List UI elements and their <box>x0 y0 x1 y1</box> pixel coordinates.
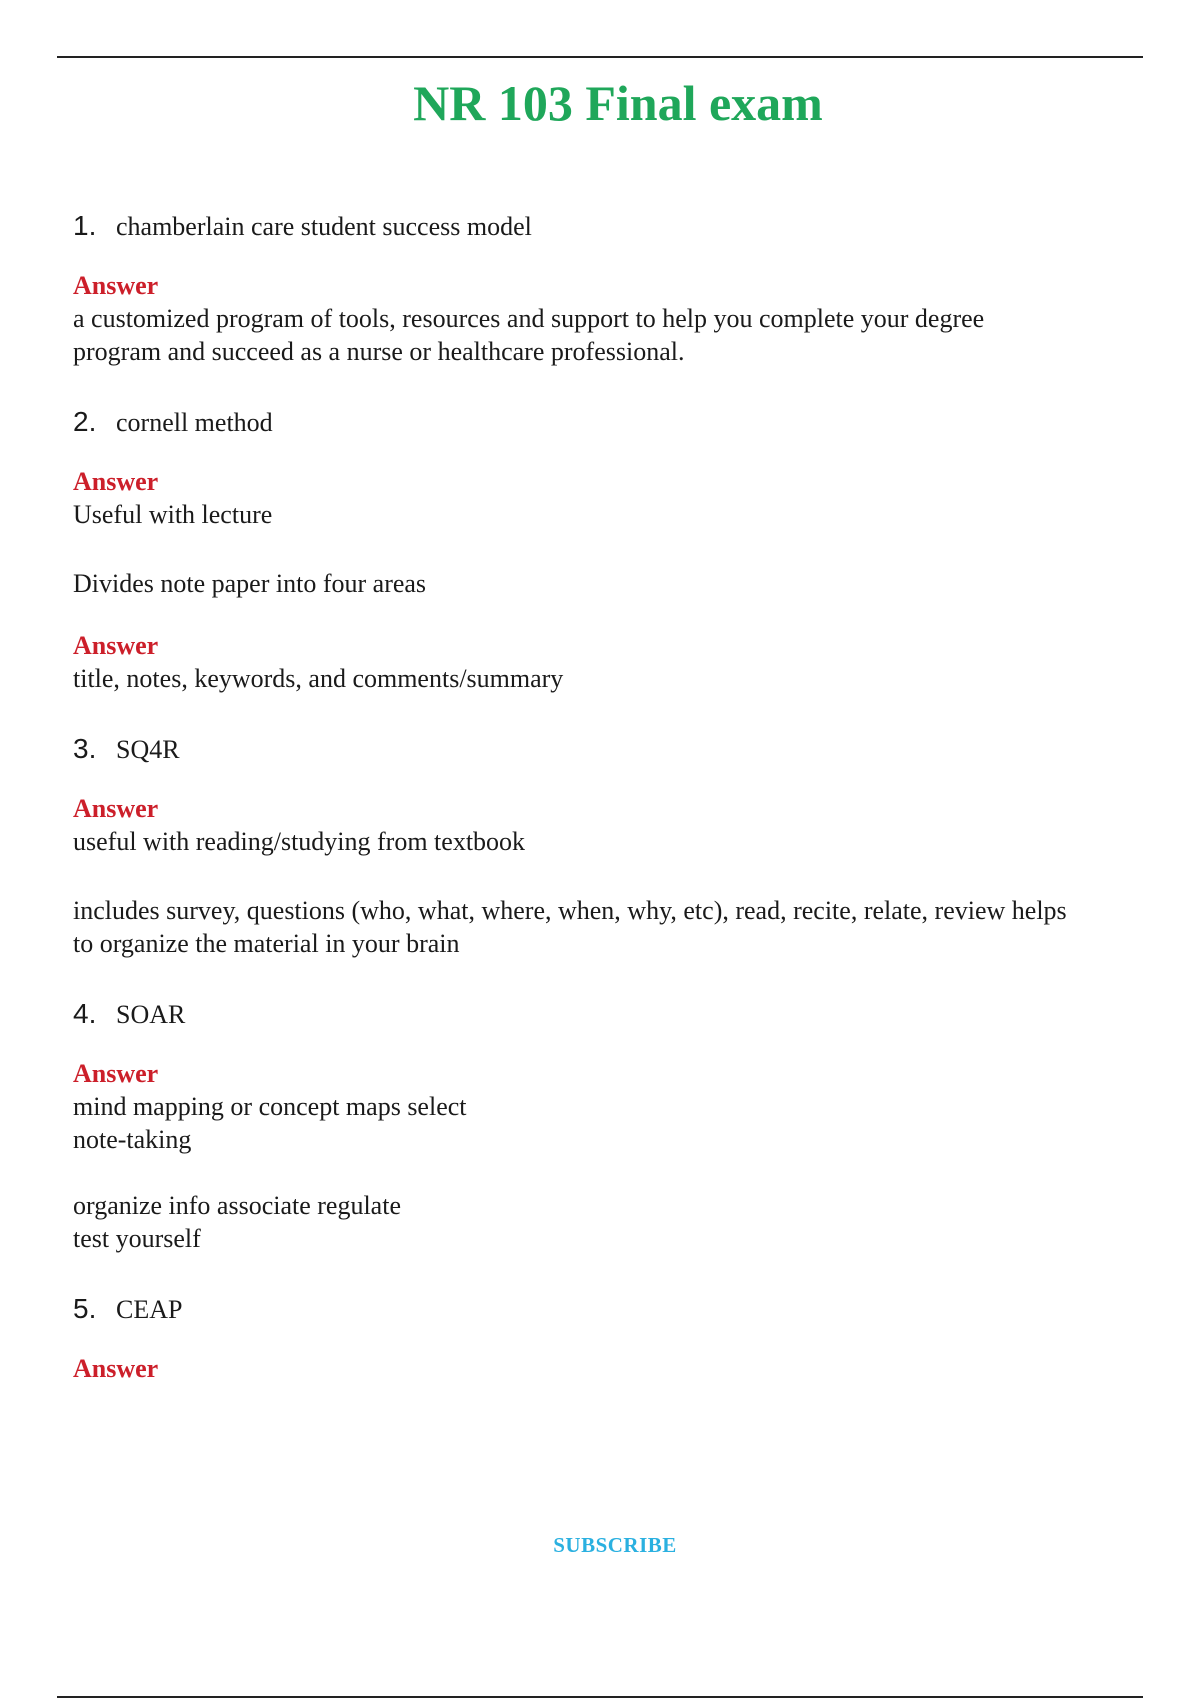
answer-line: useful with reading/studying from textbook <box>73 827 526 856</box>
answer-paragraph <box>73 302 1138 368</box>
question-block <box>73 406 1138 695</box>
question-list <box>73 210 1138 1385</box>
answer-label: Answer <box>73 467 159 496</box>
answer-label: Answer <box>73 1354 159 1383</box>
answer-paragraph <box>73 894 1138 960</box>
answer-line: Useful with lecture <box>73 500 273 529</box>
answer-label: Answer <box>73 631 159 660</box>
answer-line: title, notes, keywords, and comments/summary <box>73 664 564 693</box>
subscribe-link[interactable]: SUBSCRIBE <box>553 1533 677 1557</box>
question-text: CEAP <box>116 1295 183 1324</box>
bottom-divider <box>57 1696 1143 1698</box>
question-number: 4. <box>73 998 97 1029</box>
answer-line: Divides note paper into four areas <box>73 569 427 598</box>
answer-label: Answer <box>73 1059 159 1088</box>
question-text: chamberlain care student success model <box>116 212 532 241</box>
answer-paragraph <box>73 498 1138 531</box>
question-heading <box>73 210 1138 242</box>
top-divider <box>57 56 1143 58</box>
answer-line: includes survey, questions (who, what, where, when, why, etc), read, recite, relate, review helps <box>73 896 1067 925</box>
question-number: 2. <box>73 406 97 437</box>
question-number: 5. <box>73 1293 97 1324</box>
answer-paragraph <box>73 825 1138 858</box>
answer-paragraph <box>73 662 1138 695</box>
question-number: 3. <box>73 733 97 764</box>
question-heading <box>73 998 1138 1030</box>
answer-line: organize info associate regulate <box>73 1191 401 1220</box>
answer-line: note-taking <box>73 1125 192 1154</box>
answer-line: to organize the material in your brain <box>73 929 460 958</box>
answer-line: test yourself <box>73 1224 201 1253</box>
question-heading <box>73 406 1138 438</box>
question-text: cornell method <box>116 408 273 437</box>
document-title: NR 103 Final exam <box>413 75 823 131</box>
answer-line: a customized program of tools, resources and support to help you complete your degree <box>73 304 985 333</box>
question-block <box>73 1293 1138 1385</box>
answer-label: Answer <box>73 271 159 300</box>
question-number: 1. <box>73 210 97 241</box>
answer-paragraph <box>73 1189 1138 1255</box>
answer-paragraph <box>73 1090 1138 1156</box>
answer-line: program and succeed as a nurse or healthcare professional. <box>73 337 685 366</box>
question-heading <box>73 733 1138 765</box>
question-text: SQ4R <box>116 735 180 764</box>
question-heading <box>73 1293 1138 1325</box>
question-text: SOAR <box>116 1000 186 1029</box>
answer-label: Answer <box>73 794 159 823</box>
answer-paragraph <box>73 567 1138 600</box>
question-block <box>73 733 1138 960</box>
question-block <box>73 998 1138 1255</box>
question-block <box>73 210 1138 368</box>
answer-line: mind mapping or concept maps select <box>73 1092 467 1121</box>
